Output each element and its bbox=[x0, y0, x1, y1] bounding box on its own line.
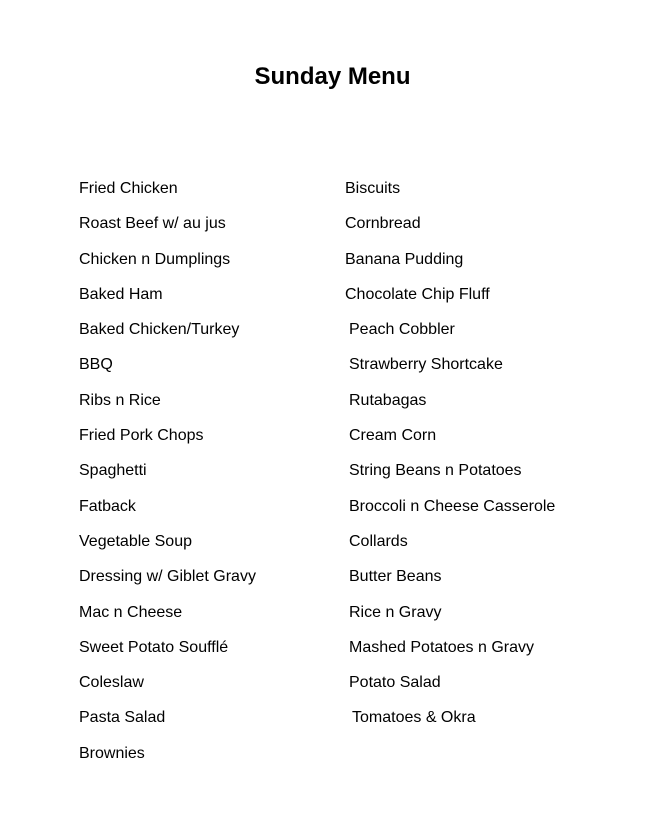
menu-item: Broccoli n Cheese Casserole bbox=[349, 497, 556, 515]
menu-item: Cream Corn bbox=[349, 427, 437, 445]
menu-item: Coleslaw bbox=[79, 674, 144, 692]
menu-item: Strawberry Shortcake bbox=[349, 356, 503, 374]
menu-item: Butter Beans bbox=[349, 568, 442, 586]
menu-item: Mashed Potatoes n Gravy bbox=[349, 638, 534, 656]
menu-item: Baked Ham bbox=[79, 285, 163, 303]
menu-item: Rice n Gravy bbox=[349, 603, 442, 621]
menu-item: Vegetable Soup bbox=[79, 532, 192, 550]
menu-item: Potato Salad bbox=[349, 674, 441, 692]
menu-item: Ribs n Rice bbox=[79, 391, 161, 409]
menu-list-left bbox=[79, 178, 256, 778]
menu-item: BBQ bbox=[79, 356, 113, 374]
menu-list-right bbox=[345, 178, 555, 743]
menu-item: Banana Pudding bbox=[345, 250, 464, 268]
menu-item: Pasta Salad bbox=[79, 709, 166, 727]
menu-item: Sweet Potato Soufflé bbox=[79, 638, 229, 656]
menu-item: Roast Beef w/ au jus bbox=[79, 215, 226, 233]
menu-item: String Beans n Potatoes bbox=[349, 462, 522, 480]
menu-item: Tomatoes & Okra bbox=[352, 709, 476, 727]
menu-item: Chicken n Dumplings bbox=[79, 250, 231, 268]
menu-item: Fried Pork Chops bbox=[79, 427, 204, 445]
menu-item: Rutabagas bbox=[349, 391, 427, 409]
menu-item: Brownies bbox=[79, 744, 145, 762]
menu-item: Baked Chicken/Turkey bbox=[79, 321, 240, 339]
menu-item: Dressing w/ Giblet Gravy bbox=[79, 568, 256, 586]
menu-item: Peach Cobbler bbox=[349, 321, 455, 339]
menu-item: Cornbread bbox=[345, 215, 421, 233]
menu-item: Biscuits bbox=[345, 180, 401, 197]
page-title: Sunday Menu bbox=[254, 63, 411, 90]
menu-item: Chocolate Chip Fluff bbox=[345, 285, 490, 303]
menu-item: Collards bbox=[349, 532, 408, 550]
menu-item: Fried Chicken bbox=[79, 180, 178, 197]
menu-item: Fatback bbox=[79, 497, 136, 515]
menu-item: Mac n Cheese bbox=[79, 603, 183, 621]
menu-item: Spaghetti bbox=[79, 462, 147, 480]
